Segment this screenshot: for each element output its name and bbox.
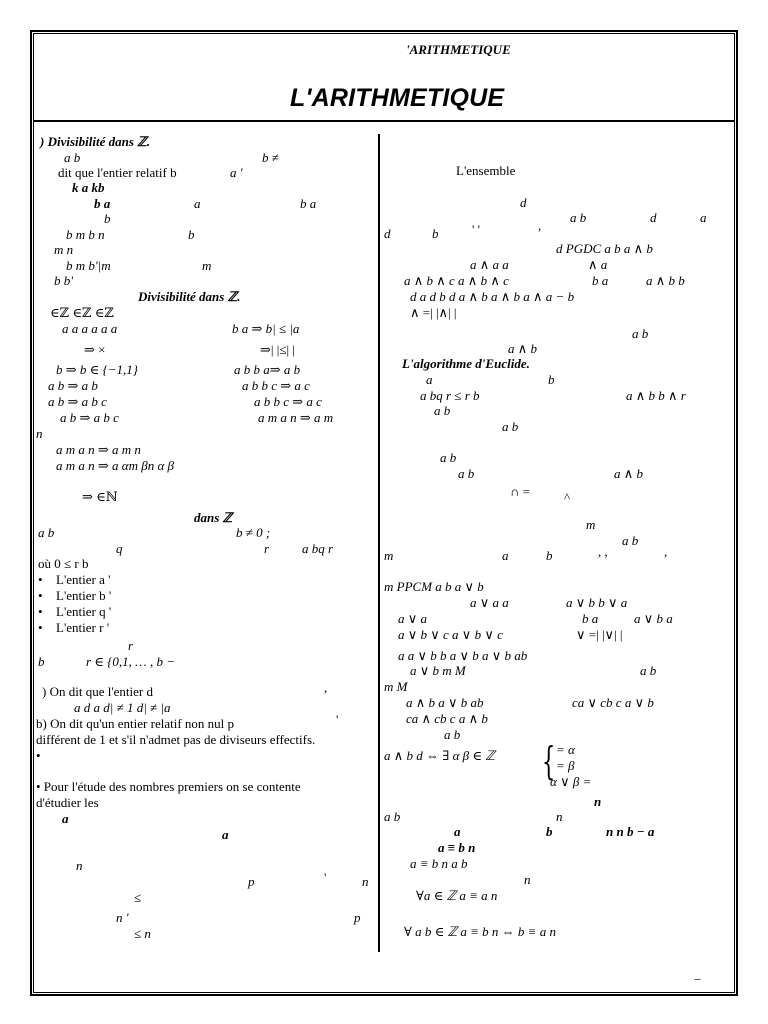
- left-text-line: a d a d| ≠ 1 d| ≠ |a: [74, 700, 171, 715]
- left-text-line: ⇒ ∈ℕ: [82, 489, 118, 504]
- right-text-line: = α: [556, 742, 575, 757]
- left-text-line: b m b'|m: [66, 258, 111, 273]
- left-text-line: p: [354, 910, 361, 925]
- left-text-line: a: [222, 827, 229, 842]
- left-text-line: b ≠ 0 ;: [236, 525, 271, 540]
- footer-mark: −: [694, 972, 702, 987]
- left-text-line: L'entier a ': [56, 572, 111, 587]
- left-text-line: a b: [38, 525, 55, 540]
- right-text-line: ca ∨ cb c a ∨ b: [572, 695, 654, 710]
- right-text-line: a: [700, 210, 707, 225]
- left-text-line: p: [248, 874, 255, 889]
- right-text-line: d: [384, 226, 391, 241]
- right-text-line: a ∨ b a: [634, 611, 673, 626]
- right-text-line: a b: [384, 809, 401, 824]
- right-text-line: a b: [502, 419, 519, 434]
- left-text-line: k a kb: [72, 180, 105, 195]
- right-text-line: a ≡ b n a b: [410, 856, 468, 871]
- right-text-line: ^: [564, 490, 571, 505]
- left-text-line: où 0 ≤ r b: [38, 556, 89, 571]
- left-text-line: n ': [116, 910, 129, 925]
- right-text-line: ∨ =| |∨| |: [576, 627, 623, 642]
- right-text-line: a ∧ a a: [470, 257, 509, 272]
- left-text-line: Divisibilité dans ℤ.: [138, 289, 241, 304]
- right-text-line: a a ∨ b b a ∨ b a ∨ b ab: [398, 648, 528, 663]
- left-text-line: a b b c ⇒ a c: [242, 378, 310, 393]
- right-text-line: n: [594, 794, 602, 809]
- right-text-line: a ∧ b b ∧ r: [626, 388, 686, 403]
- left-text-line: a b ⇒ a b c: [48, 394, 107, 409]
- left-text-line: d'étudier les: [36, 795, 99, 810]
- right-text-line: ∧ =| |∧| |: [410, 305, 457, 320]
- right-text-line: a ∧ b: [508, 341, 538, 356]
- left-text-line: ∈ℤ ∈ℤ ∈ℤ: [50, 305, 114, 320]
- right-text-line: b: [546, 824, 553, 839]
- header-subtitle: 'ARITHMETIQUE: [406, 42, 511, 57]
- left-text-line: b: [188, 227, 195, 242]
- left-text-line: b a: [300, 196, 317, 211]
- left-text-line: ⇒ ×: [84, 342, 106, 357]
- right-text-line: d: [650, 210, 657, 225]
- right-text-line: a ∨ b m M: [410, 663, 466, 678]
- right-text-line: a ∨ b b ∨ a: [566, 595, 628, 610]
- right-text-line: ,: [538, 218, 542, 233]
- right-text-line: ∀ a b ∈ ℤ a ≡ b n ⇔ b ≡ a n: [404, 924, 556, 939]
- right-text-line: ∩ =: [510, 484, 530, 499]
- right-text-line: a b: [622, 533, 639, 548]
- left-text-line: a ': [230, 165, 243, 180]
- left-text-line: b) On dit qu'un entier relatif non nul p: [36, 716, 235, 731]
- right-text-line: a b: [640, 663, 657, 678]
- left-text-line: b: [38, 654, 45, 669]
- right-text-line: n: [524, 872, 531, 887]
- right-text-line: ' ': [472, 222, 480, 237]
- page-title: L'ARITHMETIQUE: [290, 84, 505, 112]
- right-text-line: a ∧ b d ⇔ ∃ α β ∈ ℤ: [384, 748, 495, 763]
- right-text-line: a ∨ a a: [470, 595, 509, 610]
- right-text-line: a b: [434, 403, 451, 418]
- left-text-line: ) Divisibilité dans ℤ.: [40, 134, 151, 149]
- right-text-line: b: [546, 548, 553, 563]
- right-text-line: d a d b d a ∧ b a ∧ b a ∧ a − b: [410, 289, 575, 304]
- left-text-line: a b b c ⇒ a c: [254, 394, 322, 409]
- right-text-line: a ∧ b ∧ c a ∧ b ∧ c: [404, 273, 509, 288]
- right-text-line: = β: [556, 758, 575, 773]
- right-text-line: a bq r ≤ r b: [420, 388, 480, 403]
- list-bullet: •: [36, 748, 41, 763]
- right-text-line: n: [556, 809, 563, 824]
- right-text-line: a b: [440, 450, 457, 465]
- left-text-line: L'entier q ': [56, 604, 112, 619]
- left-text-line: différent de 1 et s'il n'admet pas de diviseurs effectifs.: [36, 732, 316, 747]
- left-text-line: ≤: [134, 890, 142, 905]
- left-text-line: b a ⇒ b| ≤ |a: [232, 321, 300, 336]
- right-text-line: b a: [592, 273, 609, 288]
- right-text-line: ∧ a: [588, 257, 608, 272]
- left-text-line: a b: [64, 150, 81, 165]
- left-text-line: a: [194, 196, 201, 211]
- left-text-line: r: [264, 541, 270, 556]
- list-bullet: •: [38, 604, 43, 619]
- right-text-line: a: [502, 548, 509, 563]
- right-text-line: α ∨ β =: [550, 774, 592, 789]
- right-text-line: b: [548, 372, 555, 387]
- right-text-line: a b: [458, 466, 475, 481]
- right-text-line: a b: [632, 326, 649, 341]
- right-text-line: b a: [582, 611, 599, 626]
- right-text-line: m: [384, 548, 394, 563]
- right-text-line: b: [432, 226, 439, 241]
- left-text-line: ': [336, 712, 339, 727]
- right-text-line: a: [454, 824, 461, 839]
- left-text-line: a m a n ⇒ a m n: [56, 442, 141, 457]
- left-text-line: b ≠: [262, 150, 279, 165]
- left-text-line: b b': [54, 273, 74, 288]
- right-text-line: d: [520, 195, 527, 210]
- right-text-line: ca ∧ cb c a ∧ b: [406, 711, 488, 726]
- list-bullet: •: [38, 620, 43, 635]
- left-text-line: L'entier r ': [56, 620, 110, 635]
- right-text-line: a ∨ a: [398, 611, 428, 626]
- left-text-line: a b ⇒ a b: [48, 378, 98, 393]
- left-text-line: q: [116, 541, 123, 556]
- right-text-line: m PPCM a b a ∨ b: [384, 579, 484, 594]
- left-text-line: ,: [324, 680, 328, 695]
- left-text-line: ) On dit que l'entier d: [42, 684, 154, 699]
- right-text-line: L'algorithme d'Euclide.: [402, 356, 530, 371]
- left-text-line: • Pour l'étude des nombres premiers on se contente: [36, 779, 301, 794]
- left-text-line: a b b a⇒ a b: [234, 362, 301, 377]
- left-text-line: a b ⇒ a b c: [60, 410, 119, 425]
- system-brace: {: [542, 739, 556, 783]
- right-text-line: , ,: [598, 544, 608, 559]
- right-text-line: a ∧ b a ∨ b ab: [406, 695, 484, 710]
- right-text-line: ,: [664, 544, 668, 559]
- left-text-line: a m a n ⇒ a αm βn α β: [56, 458, 175, 473]
- left-text-line: b a: [94, 196, 111, 211]
- left-text-line: a bq r: [302, 541, 334, 556]
- left-text-line: n: [362, 874, 369, 889]
- right-text-line: a b: [570, 210, 587, 225]
- right-text-line: a ∧ b b: [646, 273, 685, 288]
- right-text-line: a ≡ b n: [438, 840, 476, 855]
- left-text-line: m n: [54, 242, 74, 257]
- right-text-line: a ∨ b ∨ c a ∨ b ∨ c: [398, 627, 503, 642]
- left-text-line: b ⇒ b ∈ {−1,1}: [56, 362, 138, 377]
- left-text-line: m: [202, 258, 212, 273]
- left-text-line: r ∈ {0,1, … , b −: [86, 654, 175, 669]
- left-text-line: b m b n: [66, 227, 105, 242]
- right-text-line: n n b − a: [606, 824, 655, 839]
- right-text-line: ∀a ∈ ℤ a ≡ a n: [416, 888, 498, 903]
- list-bullet: •: [38, 572, 43, 587]
- left-text-line: r: [128, 638, 134, 653]
- right-text-line: d PGDC a b a ∧ b: [556, 241, 653, 256]
- right-text-line: L'ensemble: [456, 163, 516, 178]
- right-text-line: a ∧ b: [614, 466, 644, 481]
- left-text-line: dans ℤ: [194, 510, 233, 525]
- right-text-line: a: [426, 372, 433, 387]
- left-text-line: ': [324, 870, 327, 885]
- left-text-line: n: [36, 426, 43, 441]
- left-text-line: a m a n ⇒ a m: [258, 410, 334, 425]
- right-text-line: a b: [444, 727, 461, 742]
- left-text-line: a a a a a a: [62, 321, 118, 336]
- list-bullet: •: [38, 588, 43, 603]
- left-text-line: dit que l'entier relatif b: [58, 165, 177, 180]
- column-divider: [378, 134, 380, 952]
- left-text-line: a: [62, 811, 69, 826]
- left-text-line: L'entier b ': [56, 588, 112, 603]
- left-text-line: b: [104, 211, 111, 226]
- right-text-line: m M: [384, 679, 408, 694]
- left-text-line: ≤ n: [134, 926, 151, 941]
- left-text-line: ⇒| |≤| |: [260, 342, 295, 357]
- right-text-line: m: [586, 517, 596, 532]
- left-text-line: n: [76, 858, 83, 873]
